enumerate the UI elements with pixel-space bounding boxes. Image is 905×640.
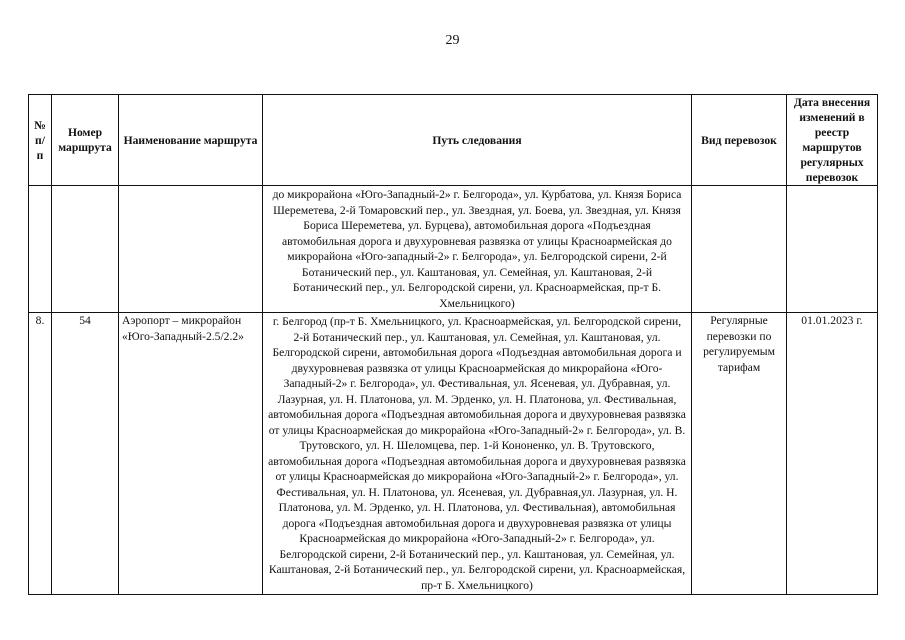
header-route-number: Номер маршрута (52, 95, 119, 186)
cell-num: 8. (29, 313, 52, 595)
page-number: 29 (445, 33, 460, 48)
header-date: Дата внесения изменений в реестр маршрутов регулярных перевозок (787, 95, 878, 186)
table-header-row (29, 95, 878, 186)
cell-path: до микрорайона «Юго-Западный-2» г. Белгорода», ул. Курбатова, ул. Князя Бориса Шереметева, 2-й Томаровский пер., ул. Звездная, ул. Боева, ул. Звездная, ул. Князя Бориса Шереметева, ул. Бурцева), автомобильная дорога «Подъездная автомобильная дорога и двухуровневая развязка от улицы Красноармейская до микрорайона «Юго-западный-2» г. Белгорода», ул. Белгородской сирени, 2-й Ботанический пер., ул. Каштановая, ул. Семейная, ул. Каштановая, 2-й Ботанический пер., ул. Белгородской сирени, ул. Красноармейская, пр-т Б. Хмельницкого) (263, 186, 692, 313)
cell-num (29, 186, 52, 313)
routes-table (28, 94, 878, 595)
header-route-name: Наименование маршрута (119, 95, 263, 186)
cell-route-name: Аэропорт – микрорайон «Юго-Западный-2.5/2.2» (119, 313, 263, 595)
cell-transport-type (692, 186, 787, 313)
cell-route-name (119, 186, 263, 313)
header-path: Путь следования (263, 95, 692, 186)
cell-date (787, 186, 878, 313)
cell-transport-type: Регулярные перевозки по регулируемым тарифам (692, 313, 787, 595)
table-row (29, 313, 878, 595)
header-num: № п/п (29, 95, 52, 186)
table-row (29, 186, 878, 313)
cell-date: 01.01.2023 г. (787, 313, 878, 595)
cell-path: г. Белгород (пр-т Б. Хмельницкого, ул. Красноармейская, ул. Белгородской сирени, 2-й Ботанический пер., ул. Каштановая, ул. Семейная, ул. Каштановая, ул. Белгородской сирени, автомобильная дорога «Подъездная автомобильная дорога и двухуровневая развязка от улицы Красноармейская до микрорайона «Юго-Западный-2» г. Белгорода», ул. Фестивальная, ул. Ясеневая, ул. Дубравная, ул. Лазурная, ул. Н. Платонова, ул. М. Эрденко, ул. Н. Платонова, ул. Фестивальная, автомобильная дорога «Подъездная автомобильная дорога и двухуровневая развязка от улицы Красноармейская до микрорайона «Юго-Западный-2» г. Белгорода», ул. В. Трутовского, ул. Н. Шеломцева, пер. 1-й Кононенко, ул. В. Трутовского, автомобильная дорога «Подъездная автомобильная дорога и двухуровневая развязка от улицы Красноармейская до микрорайона «Юго-Западный-2» г. Белгорода», ул. Фестивальная, ул. Н. Платонова, ул. Ясеневая, ул. Дубравная,ул. Лазурная, ул. Н. Платонова, ул. М. Эрденко, ул. Н. Платонова, ул. Фестивальная), автомобильная дорога «Подъездная автомобильная дорога и двухуровневая развязка от улицы Красноармейская до микрорайона «Юго-Западный-2» г. Белгорода», ул. Белгородской сирени, 2-й Ботанический пер., ул. Каштановая, ул. Семейная, ул. Каштановая, 2-й Ботанический пер., ул. Белгородской сирени, ул. Красноармейская, пр-т Б. Хмельницкого) (263, 313, 692, 595)
header-transport-type: Вид перевозок (692, 95, 787, 186)
cell-route-number (52, 186, 119, 313)
cell-route-number: 54 (52, 313, 119, 595)
